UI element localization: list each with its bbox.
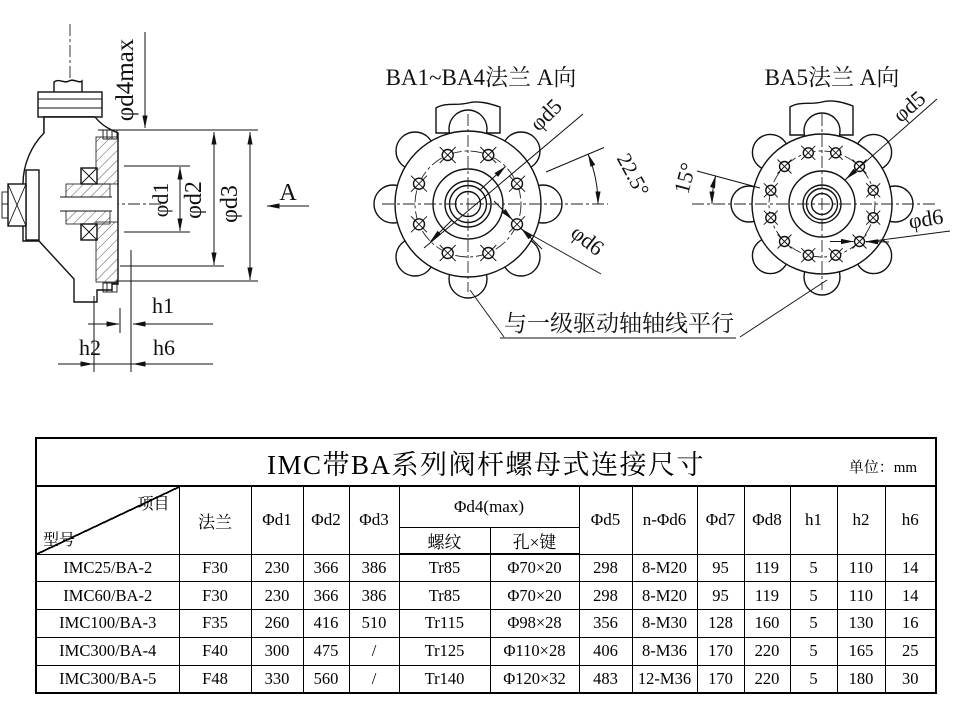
table-row bbox=[36, 582, 936, 610]
table-cell: F30 bbox=[179, 554, 251, 582]
table-cell: 475 bbox=[303, 637, 349, 665]
table-cell: 170 bbox=[697, 665, 744, 693]
flange-ba1-ba4-view bbox=[374, 65, 654, 337]
dim-label-d1: φd1 bbox=[148, 182, 173, 218]
table-cell: 366 bbox=[303, 582, 349, 610]
table-cell: Tr125 bbox=[399, 637, 490, 665]
table-cell: 298 bbox=[579, 582, 632, 610]
parallel-axis-note bbox=[500, 311, 736, 338]
header-h6: h6 bbox=[885, 486, 936, 554]
table-cell: 16 bbox=[885, 610, 936, 638]
table-cell: 25 bbox=[885, 637, 936, 665]
table-cell: 5 bbox=[790, 637, 837, 665]
header-h1: h1 bbox=[790, 486, 837, 554]
table-cell: 260 bbox=[251, 610, 303, 638]
header-n-d6: n-Φd6 bbox=[632, 486, 697, 554]
header-d5: Φd5 bbox=[579, 486, 632, 554]
table-cell: 220 bbox=[744, 637, 790, 665]
table-cell: F40 bbox=[179, 637, 251, 665]
dim-label-d2: φd2 bbox=[181, 181, 207, 219]
table-cell: 119 bbox=[744, 582, 790, 610]
model-cell: IMC100/BA-3 bbox=[36, 610, 179, 638]
subheader-hole-key: 孔×键 bbox=[490, 528, 579, 555]
dim-label-d4max: φd4max bbox=[112, 38, 139, 122]
table-cell: F35 bbox=[179, 610, 251, 638]
table-row bbox=[36, 637, 936, 665]
table-cell: / bbox=[349, 637, 399, 665]
table-cell: 110 bbox=[837, 582, 885, 610]
table-cell: Φ70×20 bbox=[490, 554, 579, 582]
table-cell: 8-M20 bbox=[632, 554, 697, 582]
table-cell: 8-M20 bbox=[632, 582, 697, 610]
flange-ba5-view bbox=[669, 65, 950, 337]
table-cell: / bbox=[349, 665, 399, 693]
header-d1: Φd1 bbox=[251, 486, 303, 554]
header-d8: Φd8 bbox=[744, 486, 790, 554]
flange-ba5-title: BA5法兰 A向 bbox=[764, 65, 900, 90]
table-cell: 386 bbox=[349, 582, 399, 610]
table-cell: 5 bbox=[790, 665, 837, 693]
table-cell: 170 bbox=[697, 637, 744, 665]
table-cell: 366 bbox=[303, 554, 349, 582]
table-cell: 220 bbox=[744, 665, 790, 693]
table-cell: Tr115 bbox=[399, 610, 490, 638]
flange-ba1-ba4-title: BA1~BA4法兰 A向 bbox=[385, 65, 577, 90]
model-cell: IMC300/BA-5 bbox=[36, 665, 179, 693]
table-cell: 356 bbox=[579, 610, 632, 638]
table-cell: 230 bbox=[251, 582, 303, 610]
table-cell: 128 bbox=[697, 610, 744, 638]
table-cell: Tr140 bbox=[399, 665, 490, 693]
table-cell: 560 bbox=[303, 665, 349, 693]
table-cell: 165 bbox=[837, 637, 885, 665]
corner-label-item: 项目 bbox=[137, 496, 170, 513]
model-cell: IMC60/BA-2 bbox=[36, 582, 179, 610]
note-text: 与一级驱动轴轴线平行 bbox=[504, 311, 734, 336]
header-d2: Φd2 bbox=[303, 486, 349, 554]
table-cell: F48 bbox=[179, 665, 251, 693]
table-cell: 95 bbox=[697, 554, 744, 582]
table-cell: 483 bbox=[579, 665, 632, 693]
table-row bbox=[36, 610, 936, 638]
corner-label-model: 型号 bbox=[43, 531, 76, 549]
table-cell: 8-M36 bbox=[632, 637, 697, 665]
table-cell: 30 bbox=[885, 665, 936, 693]
table-cell: 510 bbox=[349, 610, 399, 638]
table-cell: 180 bbox=[837, 665, 885, 693]
table-cell: 160 bbox=[744, 610, 790, 638]
header-d7: Φd7 bbox=[697, 486, 744, 554]
header-d4max: Φd4(max) bbox=[399, 486, 579, 528]
table-cell: 14 bbox=[885, 554, 936, 582]
table-row bbox=[36, 665, 936, 693]
table-cell: 5 bbox=[790, 610, 837, 638]
table-cell: 12-M36 bbox=[632, 665, 697, 693]
table-cell: 386 bbox=[349, 554, 399, 582]
flange-ba1-ba4-d6-label: φd6 bbox=[566, 219, 609, 261]
dim-label-h2: h2 bbox=[79, 335, 101, 360]
table-cell: 119 bbox=[744, 554, 790, 582]
dim-label-h1: h1 bbox=[152, 293, 174, 318]
dimension-table bbox=[35, 437, 937, 694]
table-cell: 406 bbox=[579, 637, 632, 665]
table-title-cell bbox=[36, 438, 936, 486]
table-cell: Φ98×28 bbox=[490, 610, 579, 638]
dimension-table-wrap bbox=[35, 437, 937, 694]
table-cell: 300 bbox=[251, 637, 303, 665]
table-cell: 14 bbox=[885, 582, 936, 610]
table-cell: 5 bbox=[790, 554, 837, 582]
header-flange: 法兰 bbox=[179, 486, 251, 554]
flange-ba1-ba4-d5-label: φd5 bbox=[524, 93, 567, 136]
view-direction-label: A bbox=[279, 180, 297, 206]
table-cell: Tr85 bbox=[399, 582, 490, 610]
unit-label: 单位：mm bbox=[848, 460, 918, 476]
table-cell: 130 bbox=[837, 610, 885, 638]
flange-ba5-d6-label: φd6 bbox=[906, 203, 945, 234]
subheader-thread: 螺纹 bbox=[399, 528, 490, 555]
table-cell: Φ70×20 bbox=[490, 582, 579, 610]
flange-ba5-d5-label: φd5 bbox=[887, 85, 931, 128]
header-h2: h2 bbox=[837, 486, 885, 554]
flange-ba1-ba4-angle-label: 22.5° bbox=[611, 149, 655, 201]
flange-ba5-angle-label: 15° bbox=[668, 159, 701, 197]
table-cell: 416 bbox=[303, 610, 349, 638]
table-cell: 298 bbox=[579, 554, 632, 582]
model-cell: IMC25/BA-2 bbox=[36, 554, 179, 582]
table-cell: 110 bbox=[837, 554, 885, 582]
table-row bbox=[36, 554, 936, 582]
table-cell: Φ110×28 bbox=[490, 637, 579, 665]
model-cell: IMC300/BA-4 bbox=[36, 637, 179, 665]
dim-label-h6: h6 bbox=[153, 335, 175, 360]
section-view-drawing bbox=[2, 24, 309, 372]
table-cell: 230 bbox=[251, 554, 303, 582]
table-cell: F30 bbox=[179, 582, 251, 610]
table-cell: 8-M30 bbox=[632, 610, 697, 638]
table-cell: 95 bbox=[697, 582, 744, 610]
header-d3: Φd3 bbox=[349, 486, 399, 554]
table-title: IMC带BA系列阀杆螺母式连接尺寸 bbox=[267, 449, 706, 480]
table-cell: 5 bbox=[790, 582, 837, 610]
corner-header-cell bbox=[36, 486, 179, 554]
table-cell: Tr85 bbox=[399, 554, 490, 582]
table-cell: 330 bbox=[251, 665, 303, 693]
table-cell: Φ120×32 bbox=[490, 665, 579, 693]
dim-label-d3: φd3 bbox=[217, 185, 243, 223]
